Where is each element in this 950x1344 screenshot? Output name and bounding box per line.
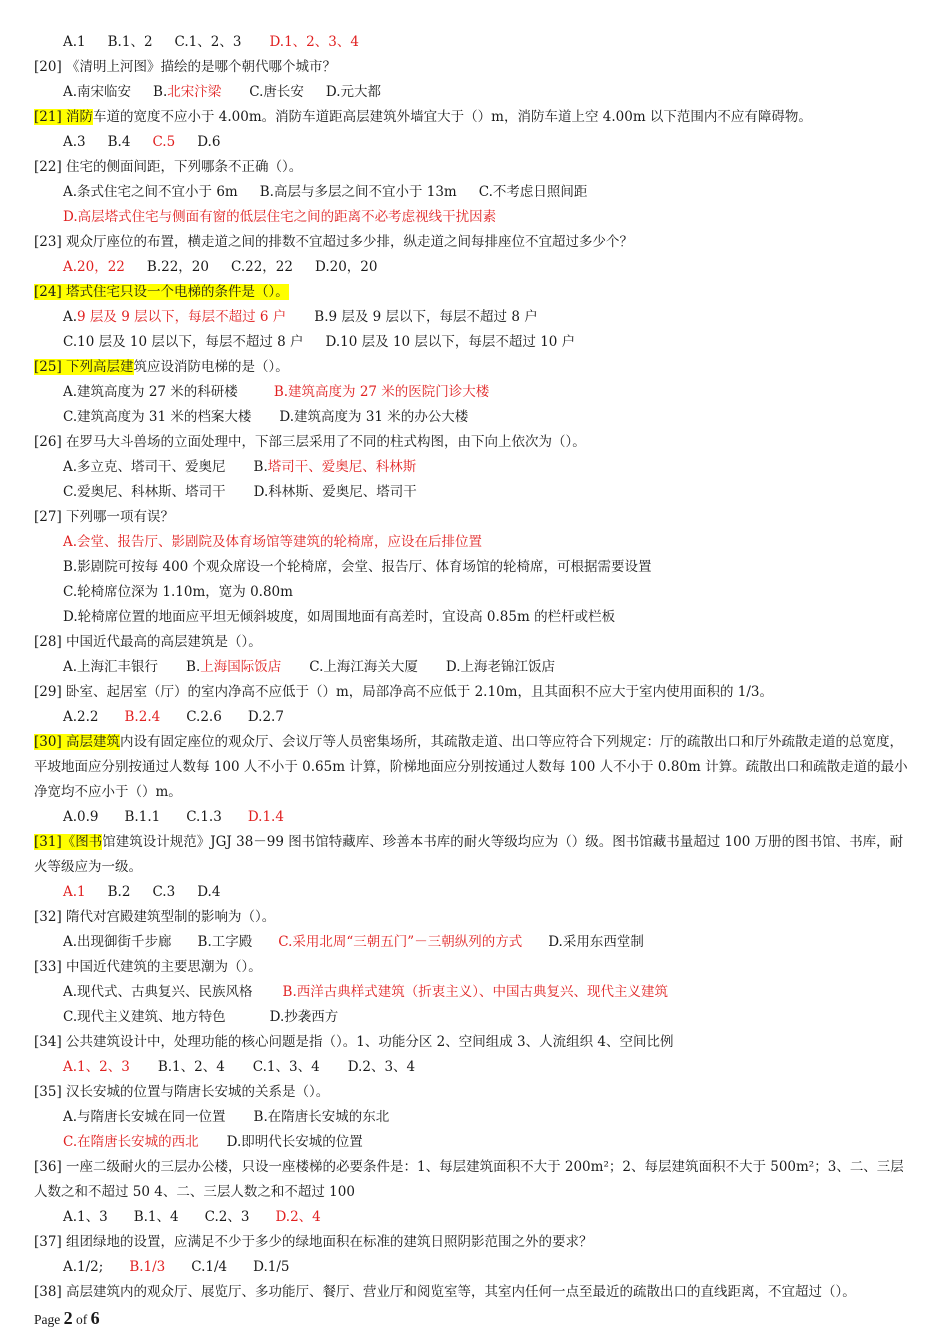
text-segment: B.22，20 [146, 259, 209, 275]
correct-answer: 9 层及 9 层以下，每层不超过 6 户 [77, 309, 287, 325]
text-segment: A.1/2; [63, 1259, 104, 1275]
text-segment: B.影剧院可按每 400 个观众席设一个轮椅席，会堂、报告厅、体育场馆的轮椅席，可根据需要设置 [63, 559, 652, 575]
answer-options-line [63, 655, 910, 680]
correct-answer: C.在隋唐长安城的西北 [63, 1134, 199, 1150]
text-segment: [35] 汉长安城的位置与隋唐长安城的关系是（）。 [34, 1084, 330, 1100]
answer-options-line [63, 1105, 910, 1130]
question-line [34, 280, 910, 305]
highlighted-text: [25] 下列高层建 [34, 359, 134, 375]
text-segment: D.采用东西堂制 [548, 934, 644, 950]
correct-answer: D.高层塔式住宅与侧面有窗的低层住宅之间的距离不必考虑视线干扰因素 [63, 209, 497, 225]
text-segment: C.3 [152, 884, 176, 900]
correct-answer: C.5 [152, 134, 176, 150]
highlighted-text: [21] 消防 [34, 109, 94, 125]
correct-answer: B.西洋古典样式建筑（折衷主义）、中国古典复兴、现代主义建筑 [282, 984, 669, 1000]
text-segment: D.4 [197, 884, 221, 900]
answer-options-line [63, 255, 910, 280]
answer-options-line [63, 805, 910, 830]
text-segment: D.即明代长安城的位置 [226, 1134, 363, 1150]
text-segment: B.4 [107, 134, 131, 150]
text-segment: D.2.7 [247, 709, 284, 725]
text-segment: D.2、3、4 [347, 1059, 416, 1075]
question-line [34, 1080, 910, 1105]
text-segment: C.上海江海关大厦 [309, 659, 418, 675]
text-segment: [20] 《清明上河图》描绘的是哪个朝代哪个城市？ [34, 59, 337, 75]
correct-answer: A.会堂、报告厅、影剧院及体育场馆等建筑的轮椅席，应设在后排位置 [63, 534, 483, 550]
answer-options-line [63, 1055, 910, 1080]
answer-options-line [63, 205, 910, 230]
text-segment: C.2、3 [204, 1209, 250, 1225]
correct-answer: 北宋汴梁 [167, 84, 222, 100]
highlighted-text: [24] 塔式住宅只设一个电梯的条件是（）。 [34, 284, 289, 300]
text-segment: C.爱奥尼、科林斯、塔司干 [63, 484, 226, 500]
correct-answer: B.2.4 [124, 709, 161, 725]
text-segment: B.1、4 [133, 1209, 179, 1225]
question-line [34, 680, 910, 705]
text-segment: [38] 高层建筑内的观众厅、展览厅、多功能厅、餐厅、营业厅和阅览室等，其室内任何一点至最近的疏散出口的直线距离，不宜超过（）。 [34, 1284, 856, 1300]
answer-options-line [63, 480, 910, 505]
question-line [34, 730, 910, 805]
text-segment: B. [186, 659, 201, 675]
correct-answer: A.20，22 [63, 259, 125, 275]
correct-answer: A.1 [63, 884, 86, 900]
correct-answer: D.2、4 [275, 1209, 321, 1225]
answer-options-line [63, 930, 910, 955]
answer-options-line [63, 1205, 910, 1230]
highlighted-text: [31]《图书 [34, 834, 103, 850]
text-segment: D.建筑高度为 31 米的办公大楼 [279, 409, 469, 425]
text-segment: B.2 [107, 884, 131, 900]
answer-options-line [63, 305, 910, 330]
correct-answer: B.建筑高度为 27 米的医院门诊大楼 [273, 384, 490, 400]
text-segment: B.9 层及 9 层以下，每层不超过 8 户 [314, 309, 538, 325]
question-line [34, 630, 910, 655]
text-segment: C.轮椅席位深为 1.10m，宽为 0.80m [63, 584, 293, 600]
question-line [34, 1155, 910, 1205]
answer-options-line [63, 980, 910, 1005]
text-segment: A.条式住宅之间不宜小于 6m [63, 184, 238, 200]
text-segment: A.0.9 [63, 809, 99, 825]
text-segment: [23] 观众厅座位的布置，横走道之间的排数不宜超过多少排，纵走道之间每排座位不宜超过多少个？ [34, 234, 634, 250]
text-segment: C.现代主义建筑、地方特色 [63, 1009, 226, 1025]
text-segment: D.20，20 [314, 259, 378, 275]
text-segment: [22] 住宅的侧面间距，下列哪条不正确（）。 [34, 159, 303, 175]
text-segment: B.工字殿 [197, 934, 253, 950]
text-segment: D.抄袭西方 [269, 1009, 339, 1025]
text-segment: D.轮椅席位置的地面应平坦无倾斜坡度，如周围地面有高差时，宜设高 0.85m 的栏杆或栏板 [63, 609, 616, 625]
correct-answer: 塔司干、爱奥尼、科林斯 [267, 459, 417, 475]
answer-options-line [63, 405, 910, 430]
text-segment: C.2.6 [186, 709, 222, 725]
correct-answer: D.1.4 [247, 809, 284, 825]
highlighted-text: [30] 高层建筑 [34, 734, 121, 750]
answer-options-line [63, 530, 910, 555]
text-segment: C.1、3、4 [252, 1059, 320, 1075]
footer-of: of [72, 1312, 91, 1327]
text-segment: [36] 一座二级耐火的三层办公楼，只设一座楼梯的必要条件是：1、每层建筑面积不大于 200m²；2、每层建筑面积不大于 500m²；3、二、三层人数之和不超过 50 4、二、三层人数之和不超过 100 [34, 1159, 904, 1200]
correct-answer: 上海国际饭店 [200, 659, 282, 675]
answer-options-line [63, 705, 910, 730]
text-segment: C.建筑高度为 31 米的档案大楼 [63, 409, 252, 425]
question-line [34, 155, 910, 180]
question-line [34, 905, 910, 930]
text-segment: B.在隋唐长安城的东北 [253, 1109, 390, 1125]
answer-options-line [63, 580, 910, 605]
text-segment: B.1、2、4 [157, 1059, 225, 1075]
question-line [34, 955, 910, 980]
answer-options-line [63, 330, 910, 355]
text-segment: C.唐长安 [249, 84, 304, 100]
text-segment: A.与隋唐长安城在同一位置 [63, 1109, 226, 1125]
text-segment: [37] 组团绿地的设置，应满足不少于多少的绿地面积在标准的建筑日照阴影范围之外的要求？ [34, 1234, 593, 1250]
question-line [34, 1030, 910, 1055]
text-segment: [28] 中国近代最高的高层建筑是（）。 [34, 634, 262, 650]
text-segment: D.元大都 [325, 84, 382, 100]
answer-options-line [63, 380, 910, 405]
question-line [34, 505, 910, 530]
text-segment: 筑应设消防电梯的是（）。 [133, 359, 289, 375]
text-segment: D.上海老锦江饭店 [445, 659, 556, 675]
text-segment: D.科林斯、爱奥尼、塔司干 [253, 484, 417, 500]
text-segment: [33] 中国近代建筑的主要思潮为（）。 [34, 959, 262, 975]
page-footer [34, 1306, 100, 1332]
text-segment: B. [253, 459, 268, 475]
answer-options-line [63, 130, 910, 155]
text-segment: B. [153, 84, 168, 100]
answer-options-line [63, 1005, 910, 1030]
correct-answer: C.采用北周“三朝五门”－三朝纵列的方式 [278, 934, 523, 950]
text-segment: D.1/5 [253, 1259, 290, 1275]
answer-options-line [63, 605, 910, 630]
text-segment: A.现代式、古典复兴、民族风格 [63, 984, 253, 1000]
text-segment: [26] 在罗马大斗兽场的立面处理中，下部三层采用了不同的柱式构图，由下向上依次为（）。 [34, 434, 586, 450]
text-segment: C.10 层及 10 层以下，每层不超过 8 户 [63, 334, 304, 350]
text-segment: [29] 卧室、起居室（厅）的室内净高不应低于（）m，局部净高不应低于 2.10m，且其面积不应大于室内使用面积的 1/3。 [34, 684, 773, 700]
text-segment: [34] 公共建筑设计中，处理功能的核心问题是指（）。1、功能分区 2、空间组成 3、人流组织 4、空间比例 [34, 1034, 674, 1050]
answer-options-line [63, 880, 910, 905]
text-segment: B.1.1 [124, 809, 161, 825]
answer-options-line [63, 30, 910, 55]
text-segment: B.1、2 [107, 34, 153, 50]
text-segment: A.1 [63, 34, 86, 50]
text-segment: C.1、2、3 [174, 34, 242, 50]
question-line [34, 230, 910, 255]
text-segment: D.6 [197, 134, 221, 150]
text-segment: 车道的宽度不应小于 4.00m。消防车道距高层建筑外墙宜大于（）m，消防车道上空 4.00m 以下范围内不应有障碍物。 [93, 109, 812, 125]
text-segment: C.不考虑日照间距 [478, 184, 588, 200]
text-segment: B.高层与多层之间不宜小于 13m [259, 184, 457, 200]
question-line [34, 105, 910, 130]
answer-options-line [63, 1255, 910, 1280]
question-line [34, 1280, 910, 1305]
text-segment: A.出现御街千步廊 [63, 934, 172, 950]
text-segment: C.1/4 [191, 1259, 228, 1275]
text-segment: A.南宋临安 [63, 84, 132, 100]
text-segment: A.3 [63, 134, 86, 150]
text-segment: D.10 层及 10 层以下，每层不超过 10 户 [325, 334, 576, 350]
text-segment: A.2.2 [63, 709, 99, 725]
answer-options-line [63, 455, 910, 480]
text-segment: [32] 隋代对宫殿建筑型制的影响为（）。 [34, 909, 276, 925]
answer-options-line [63, 80, 910, 105]
text-segment: A.多立克、塔司干、爱奥尼 [63, 459, 226, 475]
text-segment: C.22，22 [230, 259, 293, 275]
answer-options-line [63, 1130, 910, 1155]
question-line [34, 355, 910, 380]
correct-answer: D.1、2、3、4 [269, 34, 359, 50]
text-segment: A.建筑高度为 27 米的科研楼 [63, 384, 238, 400]
answer-options-line [63, 555, 910, 580]
footer-total-pages: 6 [90, 1308, 100, 1328]
question-line [34, 1230, 910, 1255]
text-segment: 馆建筑设计规范》JGJ 38－99 图书馆特藏库、珍善本书库的耐火等级均应为（）级。图书馆藏书量超过 100 万册的图书馆、书库，耐火等级应为一级。 [34, 834, 904, 875]
text-segment: C.1.3 [186, 809, 222, 825]
footer-page-number: 2 [63, 1308, 73, 1328]
text-segment: A.上海汇丰银行 [63, 659, 159, 675]
text-segment: A.1、3 [63, 1209, 108, 1225]
text-segment: [27] 下列哪一项有误？ [34, 509, 175, 525]
text-segment: A. [63, 309, 78, 325]
question-line [34, 830, 910, 880]
answer-options-line [63, 180, 910, 205]
question-line [34, 55, 910, 80]
correct-answer: B.1/3 [129, 1259, 166, 1275]
question-line [34, 430, 910, 455]
text-segment: 内设有固定座位的观众厅、会议厅等人员密集场所，其疏散走道、出口等应符合下列规定：厅的疏散出口和厅外疏散走道的总宽度，平坡地面应分别按通过人数每 100 人不小于 0.65m 计算，阶梯地面应分别按通过人数每 100 人不小于 0.80m 计算。疏散出口和疏散走道的最小净宽均不应小于（）m。 [34, 734, 908, 800]
correct-answer: A.1、2、3 [63, 1059, 130, 1075]
footer-prefix: Page [34, 1312, 64, 1327]
